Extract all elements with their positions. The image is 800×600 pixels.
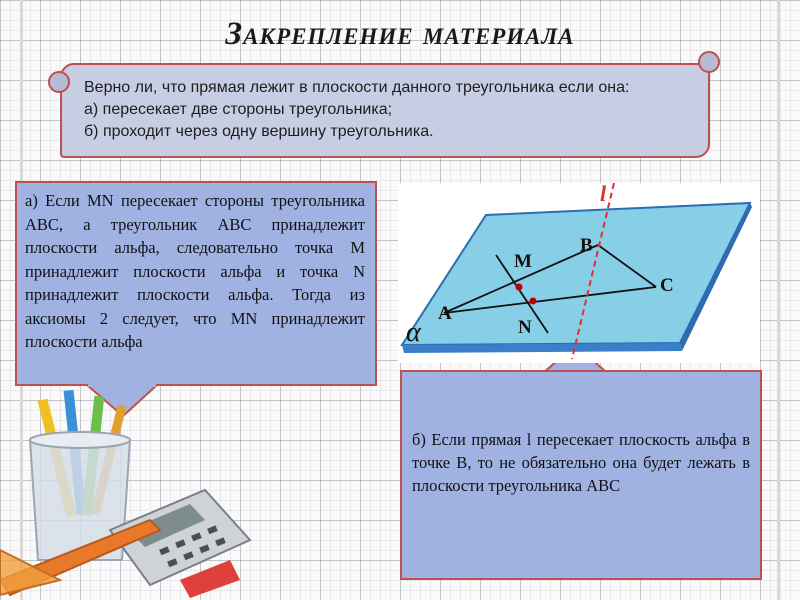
label-b: B <box>580 235 593 256</box>
answer-a-callout <box>15 181 377 386</box>
answer-b-text: б) Если прямая l пересекает плоскость альфа в точке B, то не обязательно она будет лежать в плоскости треугольника ABC <box>412 430 750 495</box>
label-c: C <box>660 275 674 296</box>
question-line-3: б) проходит через одну вершину треугольника. <box>84 123 434 140</box>
label-m: M <box>514 251 532 272</box>
geometry-figure <box>398 183 760 363</box>
label-l: l <box>600 183 607 206</box>
scroll-curl-right <box>698 51 720 73</box>
stationery-illustration <box>0 380 270 600</box>
point-m <box>516 284 523 291</box>
cup-rim <box>30 432 130 448</box>
slide-title: Закрепление материала <box>225 16 575 52</box>
question-line-2: а) пересекает две стороны треугольника; <box>84 101 393 118</box>
label-a: A <box>438 303 452 324</box>
point-n <box>530 298 537 305</box>
question-scroll <box>48 63 716 158</box>
label-n: N <box>518 317 532 338</box>
question-text <box>84 77 704 143</box>
question-line-1: Верно ли, что прямая лежит в плоскости данного треугольника если она: <box>84 79 630 96</box>
question-box <box>60 63 710 158</box>
label-alpha: α <box>406 317 421 348</box>
answer-a-text: а) Если MN пересекает стороны треугольника ABC, а треугольник ABC принадлежит плоскости альфа, следовательно точка M принадлежит плоскости альфа и точка N принадлежит плоскости альфа. Тогда из аксиомы 2 следует, что MN принадлежит плоскости альфа <box>25 191 365 351</box>
answer-b-callout <box>400 370 762 580</box>
scroll-curl-left <box>48 71 70 93</box>
